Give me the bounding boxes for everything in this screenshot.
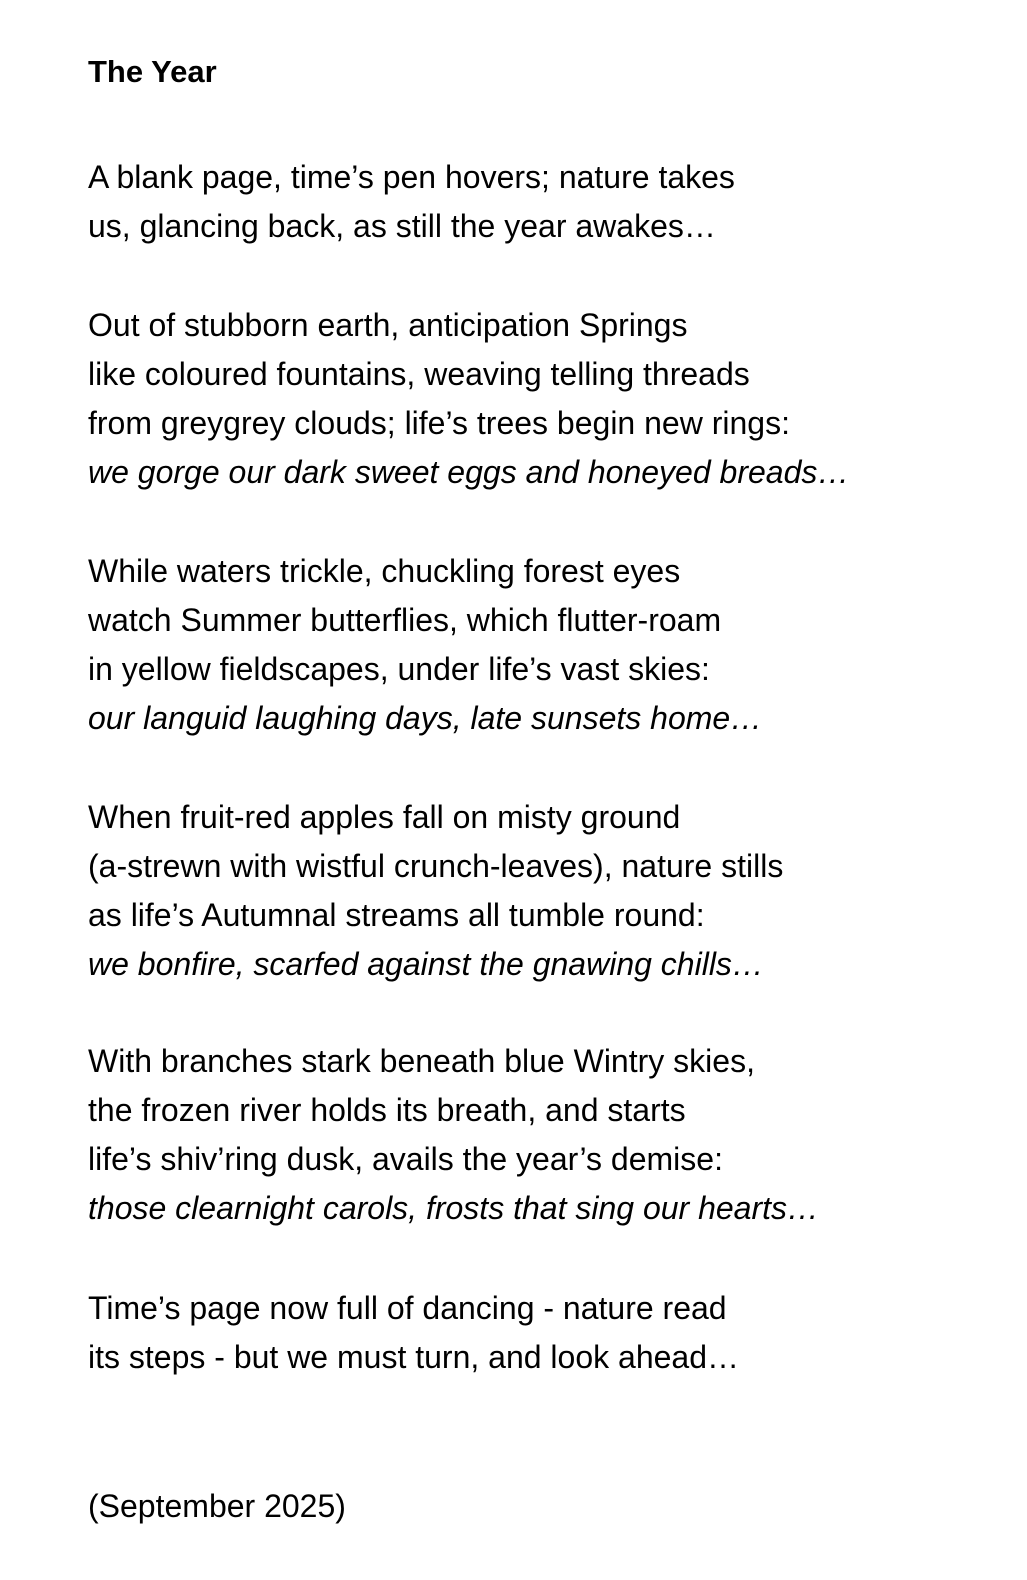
stanza-3 bbox=[88, 547, 1008, 743]
stanza-6 bbox=[88, 1284, 1008, 1382]
poem-line: With branches stark beneath blue Wintry skies, bbox=[88, 1043, 755, 1079]
poem-line: When fruit-red apples fall on misty ground bbox=[88, 799, 681, 835]
poem-line: life’s shiv’ring dusk, avails the year’s demise: bbox=[88, 1141, 723, 1177]
poem-title: The Year bbox=[88, 54, 217, 89]
poem-line: While waters trickle, chuckling forest eyes bbox=[88, 553, 681, 589]
poem-line: as life’s Autumnal streams all tumble round: bbox=[88, 897, 705, 933]
poem-line: like coloured fountains, weaving telling threads bbox=[88, 356, 750, 392]
poem-line: A blank page, time’s pen hovers; nature takes bbox=[88, 159, 735, 195]
poem-date: (September 2025) bbox=[88, 1488, 346, 1524]
poem-line: Out of stubborn earth, anticipation Springs bbox=[88, 307, 688, 343]
stanza-1 bbox=[88, 153, 1008, 251]
poem-line-italic: those clearnight carols, frosts that sing our hearts… bbox=[88, 1190, 820, 1226]
poem-line: us, glancing back, as still the year awakes… bbox=[88, 208, 716, 244]
poem-line-italic: our languid laughing days, late sunsets home… bbox=[88, 700, 763, 736]
stanza-5 bbox=[88, 1037, 1008, 1233]
poem-line: Time’s page now full of dancing - nature read bbox=[88, 1290, 727, 1326]
poem-line: its steps - but we must turn, and look ahead… bbox=[88, 1339, 739, 1375]
stanza-2 bbox=[88, 301, 1008, 497]
poem-line-italic: we gorge our dark sweet eggs and honeyed breads… bbox=[88, 454, 850, 490]
stanza-4 bbox=[88, 793, 1008, 989]
poem-line: the frozen river holds its breath, and starts bbox=[88, 1092, 686, 1128]
poem-page bbox=[88, 0, 1008, 1580]
poem-line-italic: we bonfire, scarfed against the gnawing chills… bbox=[88, 946, 764, 982]
poem-line: in yellow fieldscapes, under life’s vast skies: bbox=[88, 651, 710, 687]
poem-line: (a-strewn with wistful crunch-leaves), nature stills bbox=[88, 848, 784, 884]
poem-line: watch Summer butterflies, which flutter-roam bbox=[88, 602, 722, 638]
poem-line: from greygrey clouds; life’s trees begin new rings: bbox=[88, 405, 790, 441]
